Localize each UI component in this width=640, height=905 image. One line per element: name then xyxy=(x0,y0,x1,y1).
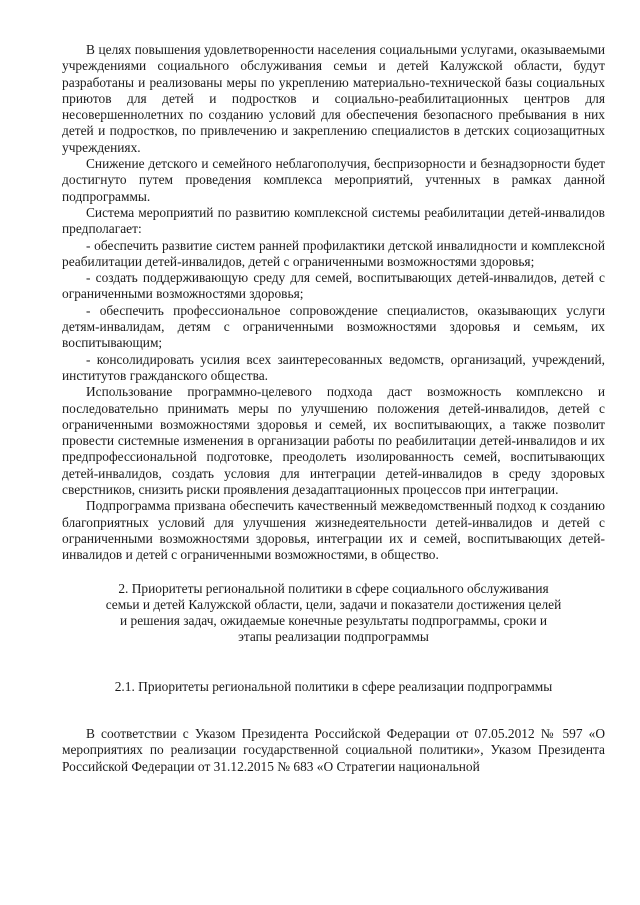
section-heading: 2. Приоритеты региональной политики в сфере социального обслуживания семьи и детей Калужской области, цели, задачи и показатели достижения целей и решения задач, ожидаемые конечные результаты подпрограммы, сроки и этапы реализации подпрограммы xyxy=(105,580,562,645)
paragraph-program-approach: Использование программно-целевого подхода даст возможность комплексно и последовательно принимать меры по улучшению положения детей-инвалидов, детей с ограниченными возможностями здоровья и семей, их воспитывающих, а также позволит провести системные изменения в организации работы по реабилитации детей-инвалидов и их предпрофессиональной подготовке, преодолеть изолированность семей, воспитывающих детей-инвалидов, создать условия для интеграции детей-инвалидов в среду здоровых сверстников, снизить риски проявления дезадаптационных процессов при интеграции. xyxy=(62,384,605,498)
list-item-early-prevention: - обеспечить развитие систем ранней профилактики детской инвалидности и комплексной реабилитации детей-инвалидов, детей с ограниченными возможностями здоровья; xyxy=(62,237,605,269)
spacer xyxy=(62,564,605,581)
spacer xyxy=(62,695,605,726)
paragraph-presidential-decrees: В соответствии с Указом Президента Российской Федерации от 07.05.2012 № 597 «О мероприятиях по реализации государственной социальной политики», Указом Президента Российской Федерации от 31.12.2015 № 683 «О Стратегии национальной xyxy=(62,725,605,774)
document-page xyxy=(62,42,605,775)
spacer xyxy=(62,646,605,679)
list-item-supportive-environment: - создать поддерживающую среду для семей, воспитывающих детей-инвалидов, детей с ограниченными возможностями здоровья; xyxy=(62,270,605,302)
paragraph-social-services: В целях повышения удовлетворенности населения социальными услугами, оказываемыми учреждениями социального обслуживания семьи и детей Калужской области, будут разработаны и реализованы меры по укреплению материально-технической базы социальных приютов для детей и подростков и социально-реабилитационных центров для несовершеннолетних по созданию условий для обеспечения безопасного пребывания в них детей и подростков, по привлечению и закреплению специалистов в детских социозащитных учреждениях. xyxy=(62,42,605,155)
paragraph-subprogram-purpose: Подпрограмма призвана обеспечить качественный межведомственный подход к созданию благоприятных условий для улучшения жизнедеятельности детей-инвалидов и детей с ограниченными возможностями здоровья, интеграции их и семей, воспитывающих детей-инвалидов и детей с ограниченными возможностями, в общество. xyxy=(62,498,605,563)
paragraph-family-distress: Снижение детского и семейного неблагополучия, беспризорности и безнадзорности будет достигнуто путем проведения комплекса мероприятий, учтенных в рамках данной подпрограммы. xyxy=(62,156,605,204)
list-item-consolidate-efforts: - консолидировать усилия всех заинтересованных ведомств, организаций, учреждений, институтов гражданского общества. xyxy=(62,351,605,383)
list-item-professional-support: - обеспечить профессиональное сопровождение специалистов, оказывающих услуги детям-инвалидам, детям с ограниченными возможностями здоровья и семьям, их воспитывающим; xyxy=(62,302,605,351)
subsection-heading: 2.1. Приоритеты региональной политики в сфере реализации подпрограммы xyxy=(114,678,553,694)
paragraph-rehab-system: Система мероприятий по развитию комплексной системы реабилитации детей-инвалидов предполагает: xyxy=(62,204,605,237)
